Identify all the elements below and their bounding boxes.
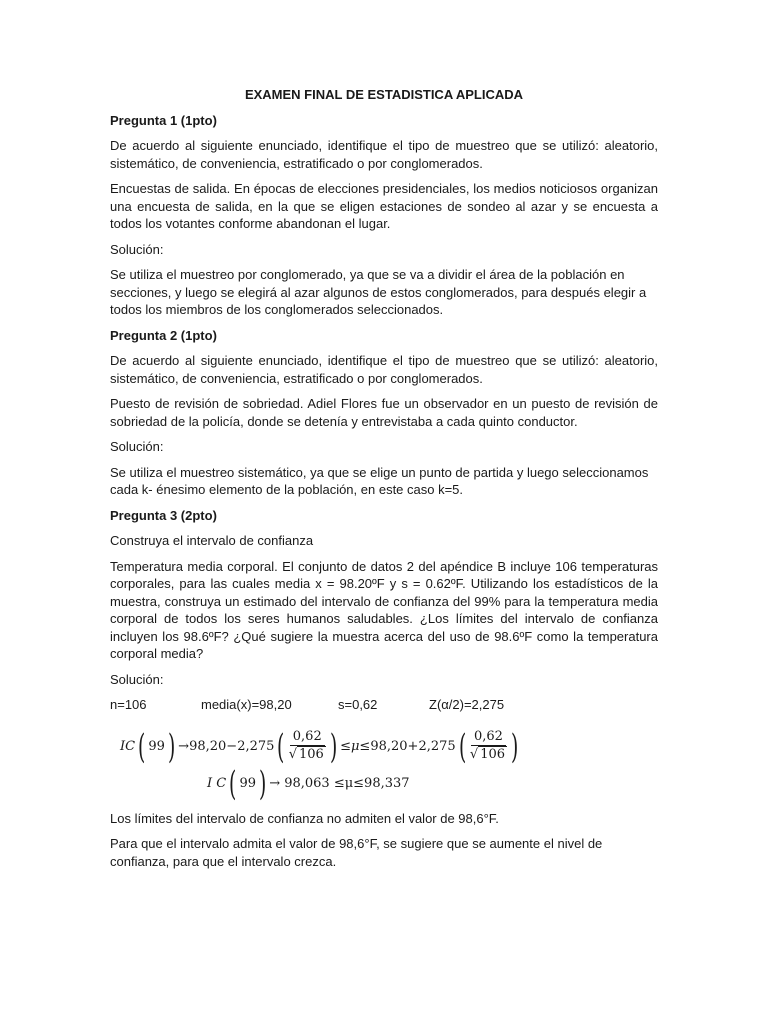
- eq1-level: 99: [148, 738, 165, 754]
- document-page: [110, 86, 658, 878]
- document-title: EXAMEN FINAL DE ESTADISTICA APLICADA: [244, 87, 524, 102]
- eq1-den-right: 106: [480, 747, 506, 762]
- question-3-heading: Pregunta 3 (2pto): [110, 507, 217, 523]
- eq2-arrow: →: [269, 775, 281, 791]
- question-2-solution-label: Solución:: [110, 439, 164, 454]
- question-2-heading: Pregunta 2 (1pto): [110, 327, 217, 343]
- conclusion-1: Los límites del intervalo de confianza no admiten el valor de 98,6°F.: [110, 810, 499, 826]
- eq1-num-left: 0,62: [290, 729, 325, 746]
- eq1-plus: +: [407, 738, 419, 754]
- eq2-level: 99: [239, 775, 257, 791]
- question-2-prompt: De acuerdo al siguiente enunciado, identifique el tipo de muestreo que se utilizó: aleatorio, sistemático, de conveniencia, estratificado o por conglomerados.: [110, 353, 658, 386]
- question-2-solution: Se utiliza el muestreo sistemático, ya que se elige un punto de partida y luego seleccionamos cada k- énesimo elemento de la población, en este caso k=5.: [110, 464, 649, 497]
- eq2-ic: I C: [207, 775, 227, 791]
- eq1-minus: −: [226, 738, 238, 754]
- param-z: Z(α/2)=2,275: [429, 697, 505, 712]
- param-s: s=0,62: [338, 697, 378, 712]
- question-1-solution: Se utiliza el muestreo por conglomerado, ya que se va a dividir el área de la población en secciones, y luego se elegirá al azar algunos de estos conglomerados, para después elegir a todos los miembros de los conglomerados seleccionados.: [110, 267, 647, 317]
- confidence-interval-formula: IC ( 99 ) → 98,20 − 2,275 ( $\frac{0,62}{√ 106}$ ) ≤μ≤ 98,20 + 2,275 ( $\frac{0,62}{√ 106}$ ): [120, 726, 519, 767]
- eq1-arrow: →: [178, 738, 190, 754]
- param-n: n=106: [110, 697, 147, 712]
- question-2-statement: Puesto de revisión de sobriedad. Adiel Flores fue un observador en un puesto de revisión de sobriedad de la policía, donde se detenía y entrevistaba a cada quinto conductor.: [110, 396, 658, 429]
- question-1-solution-label: Solución:: [110, 241, 164, 257]
- eq1-fraction-right: $\frac{0,62}{√ 106}$: [469, 729, 506, 762]
- eq1-z-left: 2,275: [237, 738, 275, 754]
- question-1-heading: Pregunta 1 (1pto): [110, 112, 217, 128]
- question-1-prompt: De acuerdo al siguiente enunciado, identifique el tipo de muestreo que se utilizó: aleatorio, sistemático, de conveniencia, estratificado o por conglomerados.: [110, 138, 658, 171]
- question-3-solution-label: Solución:: [110, 671, 164, 687]
- eq1-mu-part: ≤μ≤: [340, 738, 371, 754]
- eq1-ic: IC: [120, 738, 136, 754]
- eq1-mean-right: 98,20: [370, 738, 408, 754]
- conclusion-2: Para que el intervalo admita el valor de 98,6°F, se sugiere que se aumente el nivel de confianza, para que el intervalo crezca.: [110, 836, 603, 869]
- eq1-fraction-left: $\frac{0,62}{√ 106}$: [288, 729, 324, 762]
- question-1-statement: Encuestas de salida. En épocas de elecciones presidenciales, los medios noticiosos organizan una encuesta de salida, en la que se eligen estaciones de sondeo al azar y se encuesta a todos los votantes conforme abandonan el lugar.: [110, 181, 658, 231]
- parameters-row: [110, 696, 658, 714]
- question-3-instruction: Construya el intervalo de confianza: [110, 533, 314, 548]
- eq1-z-right: 2,275: [418, 738, 456, 754]
- question-3-statement: Temperatura media corporal. El conjunto de datos 2 del apéndice B incluye 106 temperaturas corporales, para las cuales media x = 98.20ºF y s = 0.62ºF. Utilizando los estadísticos de la muestra, construya un estimado del intervalo de confianza del 99% para la temperatura media corporal de todos los seres humanos saludables. ¿Los límites del intervalo de confianza incluyen los 98.6ºF? ¿Qué sugiere la muestra acerca del uso de 98.6ºF como la temperatura corporal media?: [110, 558, 658, 661]
- confidence-interval-result: I C ( 99 ) → 98,063 ≤μ≤98,337: [207, 763, 410, 804]
- eq1-den-left: 106: [298, 747, 324, 762]
- eq1-num-right: 0,62: [471, 729, 506, 746]
- eq2-result: 98,063 ≤μ≤98,337: [284, 775, 410, 791]
- eq1-mean-left: 98,20: [189, 738, 227, 754]
- param-mean: media(x)=98,20: [201, 697, 292, 712]
